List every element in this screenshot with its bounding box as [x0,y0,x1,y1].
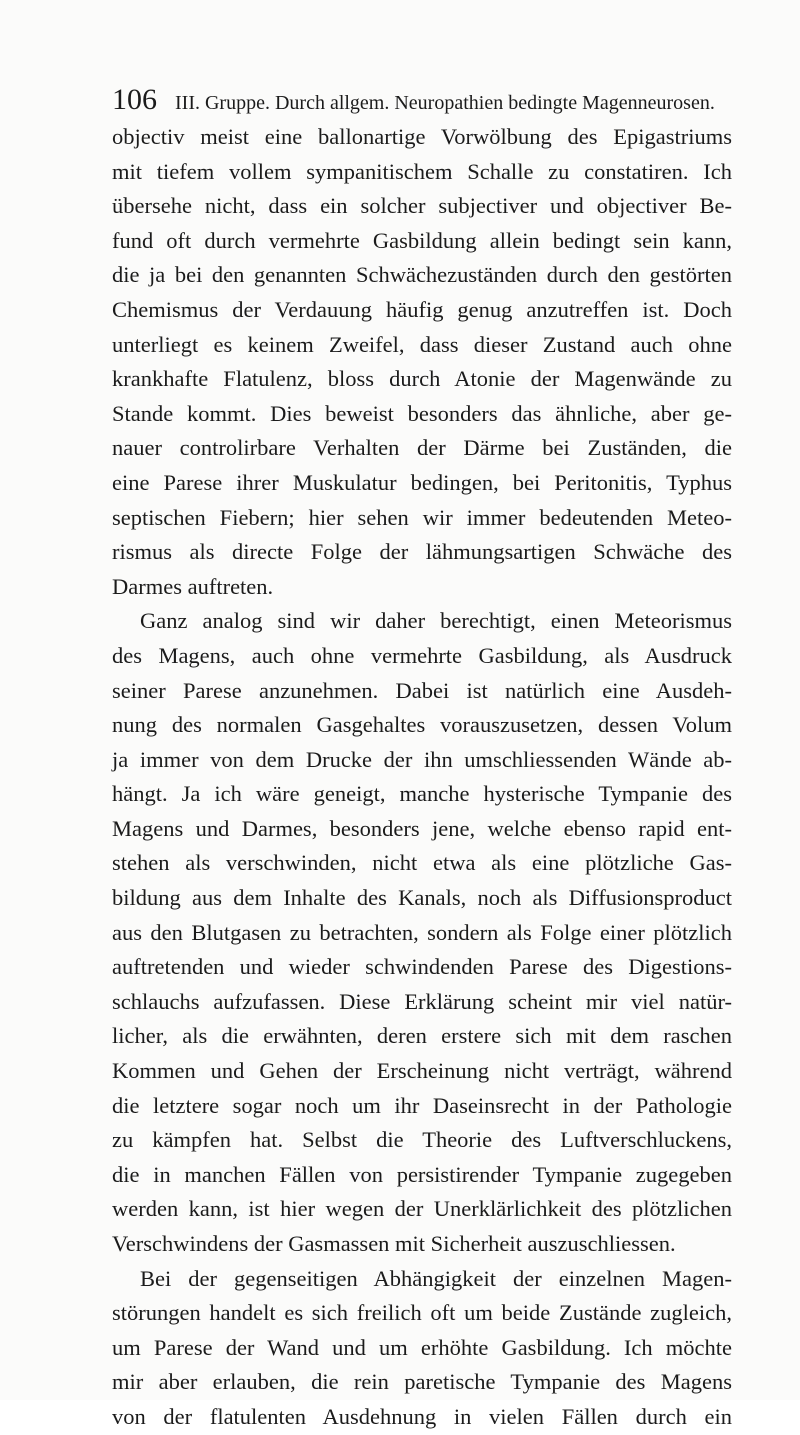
text-line: rismus als directe Folge der lähmungsartigen Schwäche des [112,539,732,565]
text-line: Ganz analog sind wir daher berechtigt, einen Meteorismus [140,608,732,634]
text-line: übersehe nicht, dass ein solcher subjectiver und objectiver Be- [112,193,732,219]
text-line: Darmes auftreten. [112,573,274,599]
paragraph [112,120,732,604]
page-header [112,80,732,120]
text-line: auftretenden und wieder schwindenden Parese des Digestions- [112,954,732,980]
paragraph [112,1262,732,1435]
text-line: Stande kommt. Dies beweist besonders das ähnliche, aber ge- [112,400,732,426]
text-line: nung des normalen Gasgehaltes vorauszusetzen, dessen Volum [112,712,732,738]
text-line: des Magens, auch ohne vermehrte Gasbildung, als Ausdruck [112,642,732,668]
body-text [112,120,732,1435]
text-line: von der flatulenten Ausdehnung in vielen Fällen durch ein [112,1403,732,1429]
text-line: stehen als verschwinden, nicht etwa als eine plötzliche Gas- [112,850,732,876]
text-line: eine Parese ihrer Muskulatur bedingen, bei Peritonitis, Typhus [112,469,732,495]
text-line: die letztere sogar noch um ihr Daseinsrecht in der Pathologie [112,1092,732,1118]
text-line: mir aber erlauben, die rein paretische Tympanie des Magens [112,1369,732,1395]
text-line: bildung aus dem Inhalte des Kanals, noch als Diffusionsproduct [112,885,732,911]
text-line: störungen handelt es sich freilich oft um beide Zustände zugleich, [112,1300,732,1326]
text-line: fund oft durch vermehrte Gasbildung allein bedingt sein kann, [112,227,732,253]
text-line: Magens und Darmes, besonders jene, welche ebenso rapid ent- [112,815,732,841]
text-line: die in manchen Fällen von persistirender Tympanie zugegeben [112,1161,732,1187]
text-line: Kommen und Gehen der Erscheinung nicht verträgt, während [112,1058,732,1084]
running-head: III. Gruppe. Durch allgem. Neuropathien bedingte Magenneurosen. [175,92,715,114]
text-line: hängt. Ja ich wäre geneigt, manche hysterische Tympanie des [112,781,732,807]
text-line: um Parese der Wand und um erhöhte Gasbildung. Ich möchte [112,1334,732,1360]
text-line: mit tiefem vollem sympanitischem Schalle zu constatiren. Ich [112,158,732,184]
text-line: unterliegt es keinem Zweifel, dass dieser Zustand auch ohne [112,331,732,357]
text-line: seiner Parese anzunehmen. Dabei ist natürlich eine Ausdeh- [112,677,732,703]
text-line: ja immer von dem Drucke der ihn umschliessenden Wände ab- [112,746,732,772]
text-line: zu kämpfen hat. Selbst die Theorie des Luftverschluckens, [112,1127,732,1153]
text-line: septischen Fiebern; hier sehen wir immer bedeutenden Meteo- [112,504,732,530]
text-line: nauer controlirbare Verhalten der Därme bei Zuständen, die [112,435,732,461]
text-line: Verschwindens der Gasmassen mit Sicherheit auszuschliessen. [112,1231,676,1256]
paragraph [112,604,732,1261]
text-line: licher, als die erwähnten, deren erstere sich mit dem raschen [112,1023,732,1049]
text-line: Chemismus der Verdauung häufig genug anzutreffen ist. Doch [112,296,732,322]
page-number: 106 [112,83,157,116]
text-line: aus den Blutgasen zu betrachten, sondern als Folge einer plötzlich [112,919,732,945]
text-line: schlauchs aufzufassen. Diese Erklärung scheint mir viel natür- [112,988,732,1014]
text-line: werden kann, ist hier wegen der Unerklärlichkeit des plötzlichen [112,1196,732,1222]
text-line: krankhafte Flatulenz, bloss durch Atonie der Magenwände zu [112,366,732,392]
text-line: die ja bei den genannten Schwächezuständen durch den gestörten [112,262,732,288]
text-line: objectiv meist eine ballonartige Vorwölbung des Epigastriums [112,124,732,149]
text-line: Bei der gegenseitigen Abhängigkeit der einzelnen Magen- [140,1265,732,1291]
